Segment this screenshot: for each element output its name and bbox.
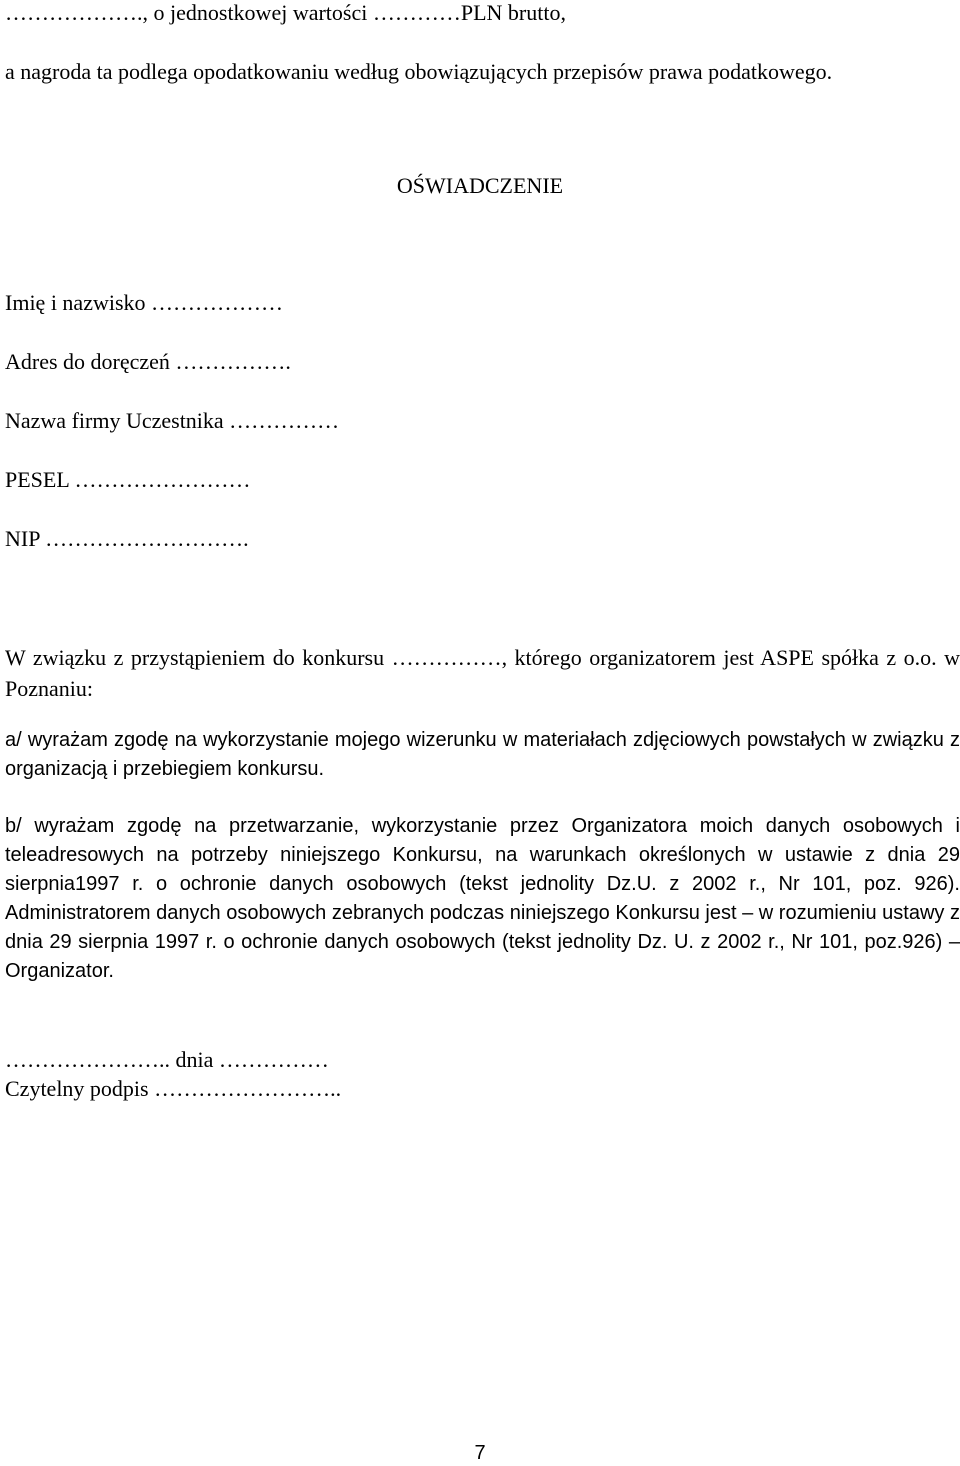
page-number: 7 [474, 1442, 486, 1464]
intro-line-2: a nagroda ta podlega opodatkowaniu według obowiązujących przepisów prawa podatkowego. [5, 59, 833, 84]
contest-paragraph: W związku z przystąpieniem do konkursu ……………, którego organizatorem jest ASPE spółka z o.o. w Poznaniu: [5, 645, 960, 701]
field-nip: NIP ………………………. [5, 526, 249, 551]
document-heading: OŚWIADCZENIE [396, 173, 564, 198]
intro-line-1: ………………., o jednostkowej wartości …………PLN brutto, [5, 0, 566, 25]
field-name: Imię i nazwisko ……………… [5, 290, 284, 315]
date-line: ………………….. dnia …………… [5, 1047, 329, 1072]
consent-image-paragraph: a/ wyrażam zgodę na wykorzystanie mojego wizerunku w materiałach zdjęciowych powstałych w związku z organizacją i przebiegiem konkursu. [5, 729, 960, 780]
field-address: Adres do doręczeń ……………. [5, 349, 291, 374]
consent-data-paragraph: b/ wyrażam zgodę na przetwarzanie, wykorzystanie przez Organizatora moich danych osobowych i teleadresowych na potrzeby niniejszego Konkursu, na warunkach określonych w ustawie z dnia 29 sierpnia1997 r. o ochronie danych osobowych (tekst jednolity Dz.U. z 2002 r., Nr 101, poz. 926). Administratorem danych osobowych zebranych podczas niniejszego Konkursu jest – w rozumieniu ustawy z dnia 29 sierpnia 1997 r. o ochronie danych osobowych (tekst jednolity Dz. U. z 2002 r., Nr 101, poz.926) – Organizator. [5, 815, 960, 982]
field-company: Nazwa firmy Uczestnika …………… [5, 408, 340, 433]
field-pesel: PESEL …………………… [5, 467, 251, 492]
signature-line: Czytelny podpis …………………….. [5, 1076, 342, 1101]
